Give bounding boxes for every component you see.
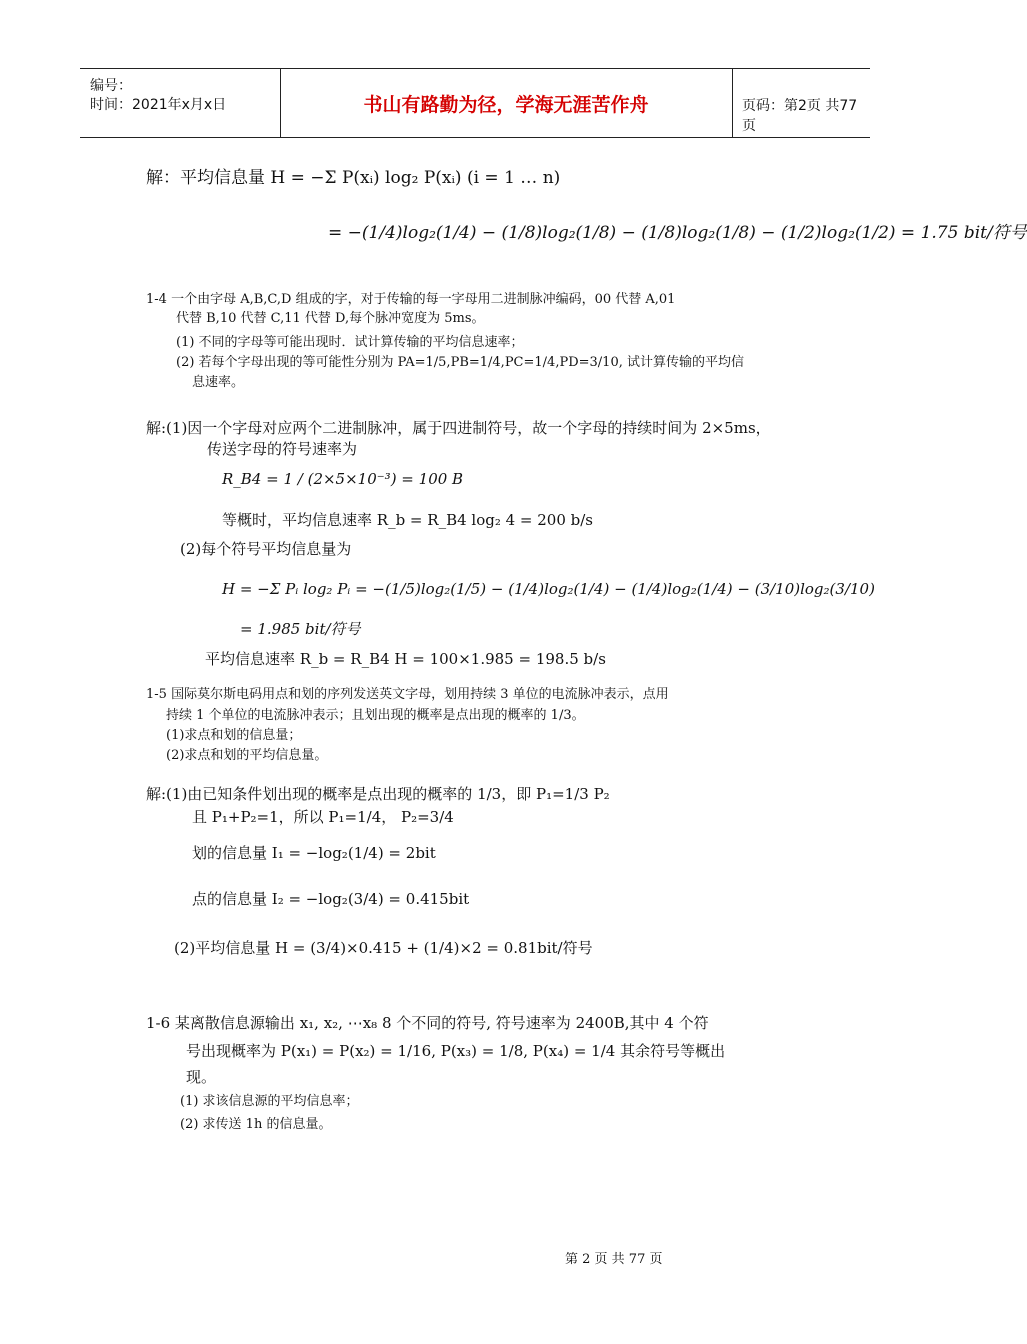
serial-label: 编号： — [90, 78, 132, 94]
p15-line2: 持续 1 个单位的电流脉冲表示；且划出现的概率是点出现的概率的 1/3。 — [166, 708, 585, 723]
sol15-line4: 点的信息量 I₂ = −log₂(3/4) = 0.415bit — [192, 890, 470, 908]
p14-line5: 息速率。 — [192, 375, 245, 390]
p14-line4: (2) 若每个字母出现的等可能性分别为 PA=1/5,PB=1/4,PC=1/4,PD=3/10, 试计算传输的平均信 — [176, 355, 744, 370]
p16-line4: (1) 求该信息源的平均信息率； — [180, 1094, 359, 1109]
sol15-line5: (2)平均信息量 H = (3/4)×0.415 + (1/4)×2 = 0.81bit/符号 — [174, 939, 593, 957]
p14-line2: 代替 B,10 代替 C,11 代替 D,每个脉冲宽度为 5ms。 — [176, 311, 485, 326]
sol13-line2: = −(1/4)log₂(1/4) − (1/8)log₂(1/8) − (1/8)log₂(1/8) − (1/2)log₂(1/2) = 1.75 bit/符号 — [328, 223, 1027, 243]
sol14-line6: H = −Σ Pᵢ log₂ Pᵢ = −(1/5)log₂(1/5) − (1/4)log₂(1/4) − (1/4)log₂(1/4) − (3/10)log₂(3/10) — [222, 580, 875, 598]
sol14-line2: 传送字母的符号速率为 — [207, 440, 358, 458]
p15-line1: 1-5 国际莫尔斯电码用点和划的序列发送英文字母，划用持续 3 单位的电流脉冲表示，点用 — [146, 687, 669, 702]
document-header — [80, 68, 870, 138]
p16-line5: (2) 求传送 1h 的信息量。 — [180, 1117, 332, 1132]
p16-line2: 号出现概率为 P(x₁) = P(x₂) = 1/16, P(x₃) = 1/8, P(x₄) = 1/4 其余符号等概出 — [186, 1042, 726, 1060]
p14-line3: (1) 不同的字母等可能出现时．试计算传输的平均信息速率； — [176, 335, 524, 350]
header-page-cell — [732, 69, 870, 137]
p15-line3: (1)求点和划的信息量； — [166, 728, 302, 743]
sol15-line3: 划的信息量 I₁ = −log₂(1/4) = 2bit — [192, 844, 436, 862]
header-motto-cell — [280, 69, 733, 137]
sol14-line8: 平均信息速率 R_b = R_B4 H = 100×1.985 = 198.5 b/s — [205, 650, 606, 668]
sol14-line3: R_B4 = 1 / (2×5×10⁻³) = 100 B — [222, 470, 464, 488]
date-label: 时间：2021年x月x日 — [90, 97, 227, 113]
header-left-cell — [80, 69, 281, 137]
p14-line1: 1-4 一个由字母 A,B,C,D 组成的字，对于传输的每一字母用二进制脉冲编码，00 代替 A,01 — [146, 292, 676, 307]
sol14-line7: = 1.985 bit/符号 — [240, 620, 361, 638]
page-info: 页码：第2页 共77页 — [742, 98, 858, 134]
p16-line1: 1-6 某离散信息源输出 x₁, x₂, ⋯x₈ 8 个不同的符号, 符号速率为 2400B,其中 4 个符 — [146, 1014, 709, 1032]
sol14-line4: 等概时，平均信息速率 R_b = R_B4 log₂ 4 = 200 b/s — [222, 511, 594, 529]
sol14-line5: (2)每个符号平均信息量为 — [180, 540, 352, 558]
sol15-line2: 且 P₁+P₂=1，所以 P₁=1/4， P₂=3/4 — [192, 808, 454, 826]
p15-line4: (2)求点和划的平均信息量。 — [166, 748, 328, 763]
motto-text: 书山有路勤为径，学海无涯苦作舟 — [363, 94, 649, 116]
p16-line3: 现。 — [186, 1068, 217, 1086]
sol13-line1: 解：平均信息量 H = −Σ P(xᵢ) log₂ P(xᵢ) (i = 1 … n) — [146, 168, 561, 188]
page-footer: 第 2 页 共 77 页 — [565, 1252, 663, 1267]
sol15-line1: 解:(1)由已知条件划出现的概率是点出现的概率的 1/3，即 P₁=1/3 P₂ — [146, 785, 610, 803]
sol14-line1: 解:(1)因一个字母对应两个二进制脉冲，属于四进制符号，故一个字母的持续时间为 2×5ms， — [146, 419, 771, 437]
